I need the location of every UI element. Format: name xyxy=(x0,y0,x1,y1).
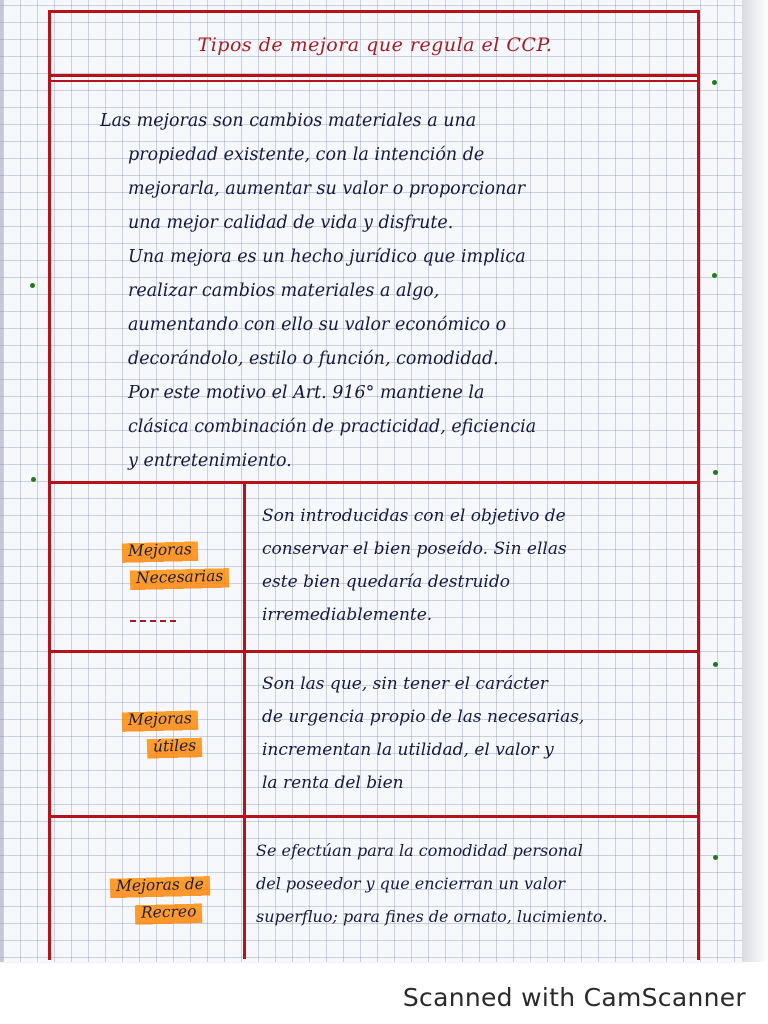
row-text-line: este bien quedaría destruido xyxy=(262,572,510,592)
row-text-recreo xyxy=(256,834,696,933)
intro-line: clásica combinación de practicidad, eficiencia xyxy=(128,417,537,437)
row-divider-2 xyxy=(48,815,700,818)
row-text-line: superfluo; para fines de ornato, lucimiento. xyxy=(256,907,608,926)
row-text-line: la renta del bien xyxy=(262,773,404,793)
paper-shadow-edge xyxy=(742,0,768,962)
intro-line: Una mejora es un hecho jurídico que implica xyxy=(128,247,526,267)
title-divider-double xyxy=(48,80,700,82)
intro-line: Por este motivo el Art. 916° mantiene la xyxy=(128,383,485,403)
row-divider-1 xyxy=(48,650,700,653)
margin-dot xyxy=(31,477,36,482)
page-title: Tipos de mejora que regula el CCP. xyxy=(197,34,553,56)
intro-line: realizar cambios materiales a algo, xyxy=(128,281,440,301)
intro-line: mejorarla, aumentar su valor o proporcionar xyxy=(128,179,526,199)
row-label-recreo xyxy=(80,872,240,926)
row-text-line: conservar el bien poseído. Sin ellas xyxy=(262,539,567,559)
intro-line: una mejor calidad de vida y disfrute. xyxy=(128,213,454,233)
label-line: Mejoras xyxy=(122,705,198,734)
intro-line: Las mejoras son cambios materiales a una xyxy=(100,111,477,131)
margin-dot xyxy=(712,273,717,278)
row-label-utiles xyxy=(80,706,240,760)
label-line: Recreo xyxy=(135,898,203,927)
intro-line: y entretenimiento. xyxy=(128,451,292,471)
row-text-line: Son las que, sin tener el carácter xyxy=(262,674,548,694)
row-text-line: incrementan la utilidad, el valor y xyxy=(262,740,554,760)
row-text-line: Son introducidas con el objetivo de xyxy=(262,506,566,526)
camscanner-watermark: Scanned with CamScanner xyxy=(402,983,746,1012)
intro-paragraph xyxy=(100,104,685,478)
binding-margin xyxy=(0,0,3,962)
intro-divider xyxy=(48,481,700,484)
title-divider xyxy=(48,74,700,77)
row-text-line: de urgencia propio de las necesarias, xyxy=(262,707,585,727)
label-line: Mejoras de xyxy=(110,871,210,901)
margin-dot xyxy=(713,855,718,860)
margin-dot xyxy=(30,283,35,288)
row-label-necesarias xyxy=(80,537,240,591)
row-text-utiles xyxy=(262,668,692,800)
label-line: Mejoras xyxy=(122,536,198,565)
underline-scribble xyxy=(130,620,176,622)
margin-dot xyxy=(712,80,717,85)
row-text-line: Se efectúan para la comodidad personal xyxy=(256,841,583,860)
label-line: Necesarias xyxy=(130,563,230,593)
row-text-line: del poseedor y que encierran un valor xyxy=(256,874,565,893)
intro-line: aumentando con ello su valor económico o xyxy=(128,315,507,335)
intro-line: decorándolo, estilo o función, comodidad. xyxy=(128,349,499,369)
table-border-top xyxy=(48,10,700,13)
intro-line: propiedad existente, con la intención de xyxy=(128,145,485,165)
row-text-necesarias xyxy=(262,500,692,632)
row-text-line: irremediablemente. xyxy=(262,605,433,625)
margin-dot xyxy=(713,470,718,475)
label-line: útiles xyxy=(147,732,203,760)
column-divider xyxy=(243,483,246,959)
margin-dot xyxy=(713,662,718,667)
